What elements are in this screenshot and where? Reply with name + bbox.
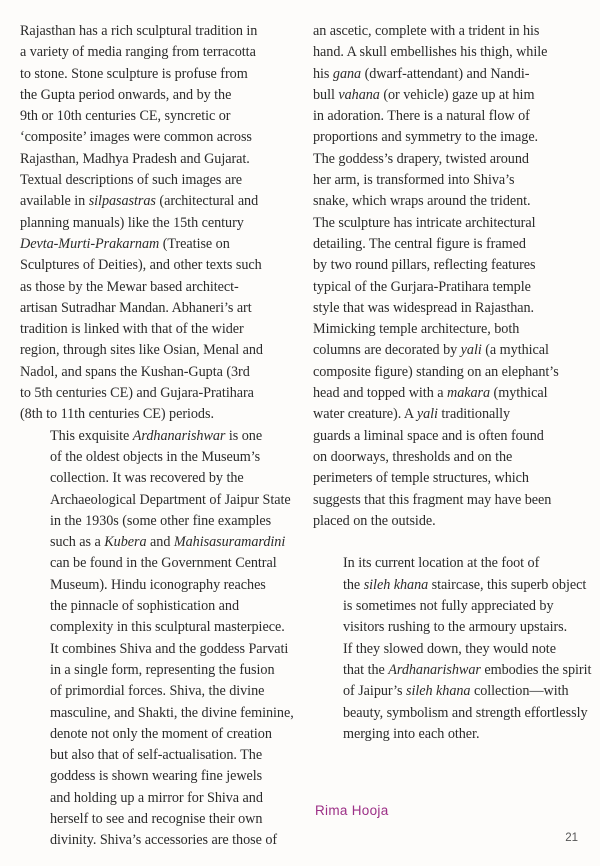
text-line: but also that of self-actualisation. The (50, 747, 263, 764)
text-line: of Jaipur’s sileh khana collection—with (343, 683, 569, 700)
text-line: visitors rushing to the armoury upstairs. (343, 619, 568, 636)
text-line: his gana (dwarf-attendant) and Nandi- (313, 65, 530, 82)
text-line: merging into each other. (343, 725, 480, 742)
text-line: columns are decorated by yali (a mythical (313, 342, 549, 359)
text-line: to stone. Stone sculpture is profuse from (20, 65, 248, 82)
text-line: in adoration. There is a natural flow of (313, 108, 530, 125)
text-line: perimeters of temple structures, which (313, 470, 529, 487)
text-line: head and topped with a makara (mythical (313, 385, 548, 402)
text-line: divinity. Shiva’s accessories are those of (50, 832, 278, 849)
text-line: bull vahana (or vehicle) gaze up at him (313, 86, 535, 103)
body-paragraph (20, 426, 292, 852)
text-line: Sculptures of Deities), and other texts such (20, 257, 262, 274)
text-line: The goddess’s drapery, twisted around (313, 150, 529, 167)
text-line: If they slowed down, they would note (343, 640, 556, 657)
page-number: 21 (565, 832, 578, 844)
text-line: Textual descriptions of such images are (20, 172, 243, 189)
text-line: planning manuals) like the 15th century (20, 214, 244, 231)
text-line: 9th or 10th centuries CE, syncretic or (20, 108, 231, 125)
author-name: Rima Hooja (315, 803, 389, 818)
text-line: Nadol, and spans the Kushan-Gupta (3rd (20, 363, 250, 380)
text-line: ‘composite’ images were common across (20, 129, 252, 146)
text-line: such as a Kubera and Mahisasuramardini (50, 534, 286, 551)
text-line: placed on the outside. (313, 512, 436, 529)
text-line: It combines Shiva and the goddess Parvati (50, 640, 289, 657)
text-line: complexity in this sculptural masterpiece. (50, 619, 285, 636)
text-line: to 5th centuries CE) and Gujara-Pratihara (20, 385, 254, 402)
text-line: goddess is shown wearing fine jewels (50, 768, 263, 785)
text-line: detailing. The central figure is framed (313, 235, 526, 252)
text-line: suggests that this fragment may have been (313, 491, 552, 508)
text-line: an ascetic, complete with a trident in his (313, 23, 540, 39)
text-line: in the 1930s (some other fine examples (50, 512, 272, 529)
text-line: Rajasthan, Madhya Pradesh and Gujarat. (20, 150, 250, 167)
text-line: the pinnacle of sophistication and (50, 598, 239, 615)
text-line: of the oldest objects in the Museum’s (50, 448, 261, 465)
text-line: the sileh khana staircase, this superb object (343, 576, 587, 593)
text-line: beauty, symbolism and strength effortlessly (343, 704, 588, 721)
text-line: Museum). Hindu iconography reaches (50, 576, 266, 593)
text-line: in a single form, representing the fusion (50, 661, 275, 678)
text-line: (8th to 11th centuries CE) periods. (20, 406, 214, 423)
body-paragraph (313, 21, 581, 532)
text-line: In its current location at the foot of (343, 555, 540, 572)
text-line: the Gupta period onwards, and by the (20, 86, 232, 103)
text-line: that the Ardhanarishwar embodies the spirit (343, 661, 592, 678)
text-line: water creature). A yali traditionally (313, 406, 511, 423)
text-line: composite figure) standing on an elephant’s (313, 363, 559, 380)
body-paragraph (313, 553, 592, 745)
text-line: of primordial forces. Shiva, the divine (50, 683, 265, 700)
text-line: This exquisite Ardhanarishwar is one (50, 427, 263, 444)
text-line: The sculpture has intricate architectural (313, 214, 536, 231)
text-line: Devta-Murti-Prakarnam (Treatise on (20, 235, 230, 252)
text-line: on doorways, thresholds and on the (313, 448, 513, 465)
text-line: Archaeological Department of Jaipur State (50, 491, 291, 508)
text-line: snake, which wraps around the trident. (313, 193, 531, 210)
text-line: by two round pillars, reflecting features (313, 257, 536, 274)
text-line: a variety of media ranging from terracotta (20, 44, 256, 61)
body-paragraph (20, 21, 292, 426)
text-line: collection. It was recovered by the (50, 470, 244, 487)
left-column (20, 21, 292, 852)
text-line: herself to see and recognise their own (50, 810, 263, 827)
text-line: as those by the Mewar based architect- (20, 278, 239, 295)
text-line: style that was widespread in Rajasthan. (313, 299, 535, 316)
text-line: can be found in the Government Central (50, 555, 277, 572)
text-line: region, through sites like Osian, Menal and (20, 342, 263, 359)
text-line: Rajasthan has a rich sculptural tradition in (20, 23, 258, 39)
text-line: proportions and symmetry to the image. (313, 129, 539, 146)
text-line: is sometimes not fully appreciated by (343, 598, 554, 615)
text-line: and holding up a mirror for Shiva and (50, 789, 263, 806)
text-line: masculine, and Shakti, the divine feminine, (50, 704, 294, 721)
text-line: Mimicking temple architecture, both (313, 321, 520, 338)
text-line: typical of the Gurjara-Pratihara temple (313, 278, 531, 295)
text-line: her arm, is transformed into Shiva’s (313, 172, 515, 189)
right-column (313, 21, 592, 745)
text-line: available in silpasastras (architectural and (20, 193, 259, 210)
text-line: tradition is linked with that of the wider (20, 321, 244, 338)
text-line: artisan Sutradhar Mandan. Abhaneri’s art (20, 299, 252, 316)
text-line: denote not only the moment of creation (50, 725, 272, 742)
text-line: guards a liminal space and is often found (313, 427, 544, 444)
text-line: hand. A skull embellishes his thigh, while (313, 44, 548, 61)
